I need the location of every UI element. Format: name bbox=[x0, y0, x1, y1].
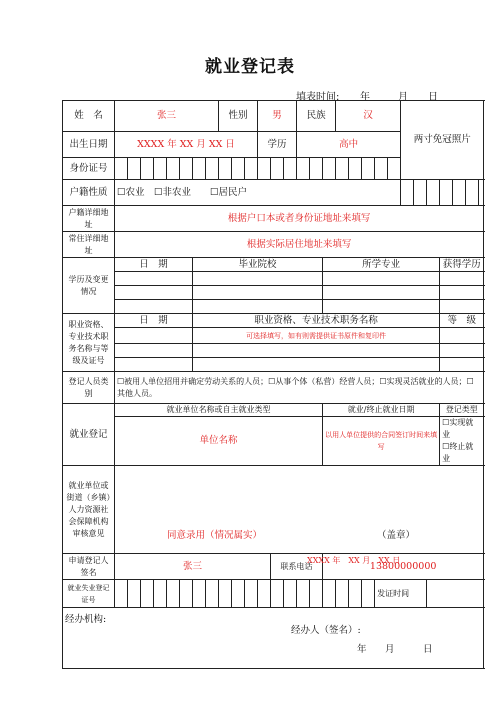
education-cell[interactable] bbox=[115, 272, 193, 286]
name-value[interactable]: 张三 bbox=[115, 101, 219, 132]
education-cell[interactable] bbox=[193, 272, 323, 286]
qualification-col-level: 等 级 bbox=[440, 314, 484, 328]
checkbox-terminated[interactable]: ☐终止就业 bbox=[442, 442, 474, 463]
blank-cell bbox=[440, 180, 453, 206]
id-digit[interactable] bbox=[388, 158, 401, 180]
agency-month: 月 bbox=[385, 644, 395, 655]
id-digit[interactable] bbox=[258, 158, 271, 180]
gender-label: 性别 bbox=[219, 101, 258, 132]
education-history-label: 学历及变更情况 bbox=[63, 258, 115, 314]
id-digit[interactable] bbox=[271, 158, 284, 180]
cert-digit[interactable] bbox=[271, 580, 284, 608]
employment-col-unit: 就业单位名称或自主就业类型 bbox=[115, 404, 323, 417]
id-digit[interactable] bbox=[219, 158, 232, 180]
qualification-cell[interactable] bbox=[115, 344, 193, 358]
id-digit[interactable] bbox=[206, 158, 219, 180]
agency-label: 经办机构: bbox=[65, 614, 107, 625]
checkbox-employed[interactable]: ☐实现就业 bbox=[442, 418, 474, 439]
education-cell[interactable] bbox=[115, 300, 193, 314]
id-digit[interactable] bbox=[323, 158, 336, 180]
cert-digit[interactable] bbox=[362, 580, 375, 608]
education-cell[interactable] bbox=[440, 286, 484, 300]
education-col-school: 毕业院校 bbox=[193, 258, 323, 272]
education-cell[interactable] bbox=[193, 286, 323, 300]
blank-cell bbox=[453, 180, 466, 206]
qualification-hint[interactable]: 可选择填写，如有则需提供证书原件和复印件 bbox=[193, 328, 440, 344]
cert-digit[interactable] bbox=[258, 580, 271, 608]
issue-time-label: 发证时间 bbox=[375, 580, 427, 608]
id-digit[interactable] bbox=[128, 158, 141, 180]
agency-cell bbox=[63, 608, 484, 669]
review-cell[interactable] bbox=[115, 466, 484, 565]
id-digit[interactable] bbox=[167, 158, 180, 180]
qualification-col-name: 职业资格、专业技术职务名称 bbox=[193, 314, 440, 328]
fill-time-label: 填表时间: bbox=[296, 92, 340, 103]
blank-cell bbox=[427, 180, 440, 206]
cert-digit[interactable] bbox=[141, 580, 154, 608]
review-seal: （盖章） bbox=[377, 529, 416, 541]
cert-digit[interactable] bbox=[232, 580, 245, 608]
residence-address-label: 常住详细地址 bbox=[63, 232, 115, 258]
id-digit[interactable] bbox=[245, 158, 258, 180]
id-digit[interactable] bbox=[375, 158, 388, 180]
signature-value[interactable]: 张三 bbox=[115, 554, 271, 580]
education-col-degree: 获得学历 bbox=[440, 258, 484, 272]
agency-year: 年 bbox=[357, 644, 367, 655]
household-address-label: 户籍详细地址 bbox=[63, 206, 115, 232]
employment-date-value[interactable]: 以用人单位提供的合同签订时间来填写 bbox=[323, 417, 440, 466]
registrant-type-options[interactable]: ☐被用人单位招用并确定劳动关系的人员；☐从事个体（私营）经营人员；☐实现灵活就业的人员；☐其他人员。 bbox=[115, 372, 484, 404]
form-title: 就业登记表 bbox=[205, 57, 295, 77]
id-digit[interactable] bbox=[349, 158, 362, 180]
id-digit[interactable] bbox=[115, 158, 128, 180]
cert-digit[interactable] bbox=[284, 580, 297, 608]
review-opinion: 同意录用（情况属实） bbox=[167, 529, 263, 541]
education-col-major: 所学专业 bbox=[323, 258, 440, 272]
blank-cell bbox=[479, 180, 484, 206]
phone-label: 联系电话 bbox=[271, 554, 323, 580]
qualification-cell[interactable] bbox=[193, 344, 440, 358]
fill-time-day: 日 bbox=[428, 92, 438, 103]
employment-col-date: 就业/终止就业日期 bbox=[323, 404, 440, 417]
household-options[interactable]: ☐农业 ☐非农业 ☐居民户 bbox=[115, 180, 401, 206]
education-cell[interactable] bbox=[440, 300, 484, 314]
fill-time-year: 年 bbox=[360, 92, 370, 103]
review-label: 就业单位或街道（乡镇）人力资源社会保障机构审核意见 bbox=[63, 466, 115, 554]
blank-cell bbox=[401, 180, 414, 206]
id-digit[interactable] bbox=[193, 158, 206, 180]
agency-day: 日 bbox=[423, 644, 433, 655]
registration-form bbox=[62, 100, 484, 669]
household-address-value[interactable]: 根据户口本或者身份证地址来填写 bbox=[115, 206, 484, 232]
handler-signature-label: 经办人（签名）: bbox=[291, 625, 361, 636]
household-label: 户籍性质 bbox=[63, 180, 115, 206]
cert-digit[interactable] bbox=[297, 580, 310, 608]
id-digit[interactable] bbox=[362, 158, 375, 180]
employment-label: 就业登记 bbox=[63, 404, 115, 466]
education-cell[interactable] bbox=[115, 286, 193, 300]
id-label: 身份证号 bbox=[63, 158, 115, 180]
id-digit[interactable] bbox=[336, 158, 349, 180]
cert-digit[interactable] bbox=[323, 580, 336, 608]
blank-cell bbox=[414, 180, 427, 206]
agency-content bbox=[63, 608, 483, 668]
cert-digit[interactable] bbox=[336, 580, 349, 608]
id-digit[interactable] bbox=[141, 158, 154, 180]
qualification-label: 职业资格、专业技术职务名称与等级及证号 bbox=[63, 314, 115, 372]
cert-digit[interactable] bbox=[115, 580, 128, 608]
name-label: 姓 名 bbox=[63, 101, 115, 132]
birth-label: 出生日期 bbox=[63, 132, 115, 158]
id-digit[interactable] bbox=[297, 158, 310, 180]
qualification-col-date: 日 期 bbox=[115, 314, 193, 328]
education-label: 学历 bbox=[258, 132, 297, 158]
fill-time-month: 月 bbox=[398, 92, 408, 103]
id-digit[interactable] bbox=[180, 158, 193, 180]
cert-digit[interactable] bbox=[310, 580, 323, 608]
gender-value[interactable]: 男 bbox=[258, 101, 297, 132]
residence-address-value[interactable]: 根据实际居住地址来填写 bbox=[115, 232, 484, 258]
education-cell[interactable] bbox=[323, 286, 440, 300]
cert-digit[interactable] bbox=[167, 580, 180, 608]
id-digit[interactable] bbox=[232, 158, 245, 180]
cert-digit[interactable] bbox=[128, 580, 141, 608]
cert-digit[interactable] bbox=[219, 580, 232, 608]
education-cell[interactable] bbox=[193, 300, 323, 314]
education-cell[interactable] bbox=[323, 300, 440, 314]
phone-value[interactable]: 13800000000 bbox=[323, 554, 484, 580]
education-cell[interactable] bbox=[440, 272, 484, 286]
issue-time-value[interactable] bbox=[427, 580, 484, 608]
blank-cell bbox=[466, 180, 479, 206]
id-digit[interactable] bbox=[154, 158, 167, 180]
cert-digit[interactable] bbox=[154, 580, 167, 608]
cert-digit[interactable] bbox=[193, 580, 206, 608]
ethnicity-value[interactable]: 汉 bbox=[336, 101, 401, 132]
qualification-cell[interactable] bbox=[440, 328, 484, 344]
cert-digit[interactable] bbox=[349, 580, 362, 608]
registrant-type-label: 登记人员类别 bbox=[63, 372, 115, 404]
ethnicity-label: 民族 bbox=[297, 101, 336, 132]
id-digit[interactable] bbox=[310, 158, 323, 180]
qualification-cell[interactable] bbox=[440, 344, 484, 358]
qualification-cell[interactable] bbox=[440, 358, 484, 372]
qualification-cell[interactable] bbox=[193, 358, 440, 372]
id-digit[interactable] bbox=[284, 158, 297, 180]
employment-unit-value[interactable]: 单位名称 bbox=[115, 417, 323, 466]
cert-digit[interactable] bbox=[245, 580, 258, 608]
education-cell[interactable] bbox=[323, 272, 440, 286]
signature-label: 申请登记人签名 bbox=[63, 554, 115, 580]
education-value[interactable]: 高中 bbox=[297, 132, 401, 158]
cert-label: 就业失业登记证号 bbox=[63, 580, 115, 608]
employment-col-type: 登记类型 bbox=[440, 404, 484, 417]
cert-digit[interactable] bbox=[180, 580, 193, 608]
employment-type-cell[interactable] bbox=[440, 417, 484, 466]
qualification-cell[interactable] bbox=[115, 358, 193, 372]
review-date: XXXX 年 XX 月 XX 日 bbox=[307, 555, 401, 565]
birth-value[interactable]: XXXX 年 XX 月 XX 日 bbox=[115, 132, 258, 158]
photo-box: 两寸免冠照片 bbox=[401, 101, 484, 180]
education-col-date: 日 期 bbox=[115, 258, 193, 272]
cert-digit[interactable] bbox=[206, 580, 219, 608]
qualification-cell[interactable] bbox=[115, 328, 193, 344]
